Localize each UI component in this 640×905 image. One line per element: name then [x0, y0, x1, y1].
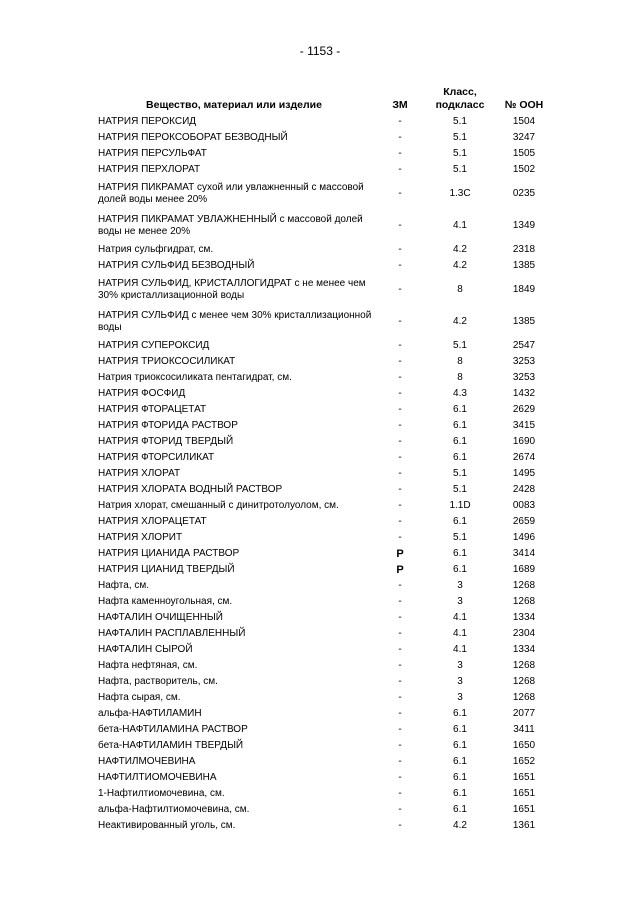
cell-un-number: 1690: [512, 436, 536, 447]
table-row: [95, 610, 555, 626]
cell-substance-name: НАТРИЯ ЦИАНИД ТВЕРДЫЙ: [98, 564, 235, 575]
header-marine-pollutant: ЗМ: [392, 99, 408, 111]
table-row: [95, 690, 555, 706]
cell-substance-name: Натрия триоксосиликата пентагидрат, см.: [98, 372, 292, 383]
cell-un-number: 1361: [512, 820, 536, 831]
cell-substance-name: НАФТАЛИН РАСПЛАВЛЕННЫЙ: [98, 628, 246, 639]
table-row: [95, 146, 555, 162]
cell-class: 6.1: [453, 564, 467, 575]
cell-class: 6.1: [453, 772, 467, 783]
cell-marine-pollutant: -: [398, 132, 402, 143]
table-row: [95, 498, 555, 514]
cell-un-number: 1651: [512, 804, 536, 815]
cell-marine-pollutant: -: [398, 284, 402, 295]
cell-un-number: 1268: [512, 596, 536, 607]
cell-class: 4.2: [453, 244, 467, 255]
cell-class: 8: [457, 372, 463, 383]
cell-marine-pollutant: -: [398, 260, 402, 271]
cell-class: 8: [457, 284, 463, 295]
cell-substance-name: Нафта, растворитель, см.: [98, 676, 218, 687]
cell-class: 6.1: [453, 452, 467, 463]
cell-class: 5.1: [453, 468, 467, 479]
cell-class: 5.1: [453, 340, 467, 351]
cell-class: 8: [457, 356, 463, 367]
cell-marine-pollutant: -: [398, 676, 402, 687]
cell-marine-pollutant: -: [398, 148, 402, 159]
cell-un-number: 1652: [512, 756, 536, 767]
table-row: [95, 386, 555, 402]
table-row: [95, 338, 555, 354]
cell-un-number: 1650: [512, 740, 536, 751]
header-class: Класс, подкласс: [435, 86, 485, 111]
table-row: [95, 354, 555, 370]
substances-table: [95, 86, 555, 834]
cell-un-number: 2629: [512, 404, 536, 415]
cell-substance-name: Натрия сульфгидрат, см.: [98, 244, 214, 255]
cell-marine-pollutant: -: [398, 388, 402, 399]
cell-substance-name: альфа-Нафтилтиомочевина, см.: [98, 804, 250, 815]
cell-un-number: 1504: [512, 116, 536, 127]
cell-class: 3: [457, 660, 463, 671]
cell-marine-pollutant: -: [398, 468, 402, 479]
cell-class: 5.1: [453, 532, 467, 543]
cell-substance-name: Нафта нефтяная, см.: [98, 660, 198, 671]
cell-substance-name: Нафта, см.: [98, 580, 150, 591]
table-row: [95, 658, 555, 674]
cell-class: 5.1: [453, 132, 467, 143]
cell-substance-name: Нафта каменноугольная, см.: [98, 596, 233, 607]
table-row: [95, 434, 555, 450]
cell-un-number: 1268: [512, 580, 536, 591]
cell-marine-pollutant: -: [398, 740, 402, 751]
table-row: [95, 482, 555, 498]
cell-class: 6.1: [453, 740, 467, 751]
cell-substance-name: НАТРИЯ СУЛЬФИД, КРИСТАЛЛОГИДРАТ с не менее чем 30% кристаллизационной воды: [98, 278, 366, 301]
cell-substance-name: НАФТИЛМОЧЕВИНА: [98, 756, 196, 767]
cell-substance-name: НАТРИЯ ТРИОКСОСИЛИКАТ: [98, 356, 236, 367]
cell-class: 6.1: [453, 516, 467, 527]
cell-un-number: 1651: [512, 772, 536, 783]
cell-un-number: 1689: [512, 564, 536, 575]
table-row: [95, 258, 555, 274]
cell-substance-name: НАТРИЯ ПИКРАМАТ УВЛАЖНЕННЫЙ с массовой долей воды не менее 20%: [98, 214, 363, 237]
cell-substance-name: Нафта сырая, см.: [98, 692, 181, 703]
cell-marine-pollutant: -: [398, 500, 402, 511]
cell-substance-name: Неактивированный уголь, см.: [98, 820, 236, 831]
cell-un-number: 1432: [512, 388, 536, 399]
cell-marine-pollutant: -: [398, 820, 402, 831]
cell-marine-pollutant: -: [398, 644, 402, 655]
table-body: [95, 114, 555, 834]
table-row: [95, 562, 555, 578]
table-row: [95, 722, 555, 738]
cell-substance-name: НАТРИЯ СУЛЬФИД БЕЗВОДНЫЙ: [98, 260, 255, 271]
cell-marine-pollutant: -: [398, 772, 402, 783]
cell-class: 6.1: [453, 756, 467, 767]
table-row: [95, 786, 555, 802]
cell-marine-pollutant: -: [398, 452, 402, 463]
cell-marine-pollutant: -: [398, 316, 402, 327]
cell-substance-name: НАТРИЯ ХЛОРАЦЕТАТ: [98, 516, 207, 527]
cell-class: 4.2: [453, 316, 467, 327]
cell-substance-name: 1-Нафтилтиомочевина, см.: [98, 788, 225, 799]
cell-class: 3: [457, 580, 463, 591]
cell-class: 4.1: [453, 612, 467, 623]
cell-class: 5.1: [453, 484, 467, 495]
cell-un-number: 3253: [512, 372, 536, 383]
cell-un-number: 1334: [512, 612, 536, 623]
cell-substance-name: НАТРИЯ ФТОРИД ТВЕРДЫЙ: [98, 436, 234, 447]
cell-un-number: 1849: [512, 284, 536, 295]
cell-marine-pollutant: -: [398, 804, 402, 815]
table-row: [95, 418, 555, 434]
cell-un-number: 1385: [512, 316, 536, 327]
table-row: [95, 578, 555, 594]
cell-substance-name: альфа-НАФТИЛАМИН: [98, 708, 202, 719]
cell-class: 6.1: [453, 548, 467, 559]
table-row: [95, 466, 555, 482]
header-un-number: № ООН: [504, 99, 544, 111]
cell-substance-name: НАТРИЯ ФОСФИД: [98, 388, 186, 399]
table-row: [95, 818, 555, 834]
cell-un-number: 3415: [512, 420, 536, 431]
cell-class: 6.1: [453, 436, 467, 447]
cell-un-number: 1495: [512, 468, 536, 479]
cell-un-number: 2674: [512, 452, 536, 463]
page-number: - 1153 -: [299, 44, 341, 58]
cell-marine-pollutant: -: [398, 596, 402, 607]
cell-class: 4.3: [453, 388, 467, 399]
cell-substance-name: бета-НАФТИЛАМИНА РАСТВОР: [98, 724, 248, 735]
cell-un-number: 3414: [512, 548, 536, 559]
cell-class: 3: [457, 676, 463, 687]
cell-un-number: 1651: [512, 788, 536, 799]
cell-un-number: 0235: [512, 188, 536, 199]
cell-marine-pollutant: -: [398, 356, 402, 367]
table-row: [95, 594, 555, 610]
cell-marine-pollutant: -: [398, 340, 402, 351]
table-row: [95, 802, 555, 818]
cell-class: 1.1D: [449, 500, 471, 511]
cell-un-number: 1268: [512, 692, 536, 703]
table-row: [95, 178, 555, 210]
cell-marine-pollutant: -: [398, 484, 402, 495]
cell-marine-pollutant: -: [398, 188, 402, 199]
cell-un-number: 0083: [512, 500, 536, 511]
table-row: [95, 114, 555, 130]
table-row: [95, 402, 555, 418]
cell-un-number: 2659: [512, 516, 536, 527]
cell-class: 6.1: [453, 708, 467, 719]
table-row: [95, 162, 555, 178]
table-row: [95, 130, 555, 146]
cell-marine-pollutant: P: [396, 564, 404, 576]
table-row: [95, 754, 555, 770]
cell-class: 1.3C: [449, 188, 471, 199]
cell-class: 4.1: [453, 644, 467, 655]
table-row: [95, 674, 555, 690]
cell-substance-name: НАТРИЯ ХЛОРАТ: [98, 468, 181, 479]
table-row: [95, 242, 555, 258]
table-header-row: [95, 86, 555, 114]
cell-marine-pollutant: P: [396, 548, 404, 560]
cell-marine-pollutant: -: [398, 756, 402, 767]
cell-substance-name: НАФТИЛТИОМОЧЕВИНА: [98, 772, 217, 783]
cell-un-number: 1496: [512, 532, 536, 543]
header-substance: Вещество, материал или изделие: [146, 99, 322, 111]
cell-marine-pollutant: -: [398, 692, 402, 703]
cell-substance-name: НАФТАЛИН ОЧИЩЕННЫЙ: [98, 612, 223, 623]
cell-substance-name: НАТРИЯ ПЕРХЛОРАТ: [98, 164, 201, 175]
cell-substance-name: бета-НАФТИЛАМИН ТВЕРДЫЙ: [98, 740, 244, 751]
cell-substance-name: НАТРИЯ ПЕРСУЛЬФАТ: [98, 148, 207, 159]
cell-un-number: 2547: [512, 340, 536, 351]
table-row: [95, 306, 555, 338]
cell-marine-pollutant: -: [398, 516, 402, 527]
cell-class: 6.1: [453, 804, 467, 815]
cell-substance-name: НАТРИЯ ФТОРСИЛИКАТ: [98, 452, 215, 463]
cell-class: 3: [457, 692, 463, 703]
table-row: [95, 514, 555, 530]
cell-class: 6.1: [453, 788, 467, 799]
cell-marine-pollutant: -: [398, 420, 402, 431]
table-row: [95, 530, 555, 546]
table-row: [95, 642, 555, 658]
cell-class: 6.1: [453, 420, 467, 431]
cell-marine-pollutant: -: [398, 164, 402, 175]
cell-class: 4.1: [453, 628, 467, 639]
cell-substance-name: НАТРИЯ ПИКРАМАТ сухой или увлажненный с массовой долей воды менее 20%: [98, 182, 364, 205]
table-row: [95, 274, 555, 306]
cell-marine-pollutant: -: [398, 244, 402, 255]
table-row: [95, 770, 555, 786]
cell-marine-pollutant: -: [398, 724, 402, 735]
cell-marine-pollutant: -: [398, 580, 402, 591]
cell-class: 6.1: [453, 724, 467, 735]
cell-un-number: 1268: [512, 676, 536, 687]
cell-marine-pollutant: -: [398, 628, 402, 639]
cell-marine-pollutant: -: [398, 404, 402, 415]
cell-substance-name: НАТРИЯ СУПЕРОКСИД: [98, 340, 210, 351]
cell-marine-pollutant: -: [398, 220, 402, 231]
cell-class: 5.1: [453, 116, 467, 127]
cell-substance-name: НАТРИЯ ХЛОРАТА ВОДНЫЙ РАСТВОР: [98, 484, 283, 495]
cell-un-number: 2077: [512, 708, 536, 719]
cell-un-number: 3253: [512, 356, 536, 367]
cell-marine-pollutant: -: [398, 788, 402, 799]
cell-class: 6.1: [453, 404, 467, 415]
cell-substance-name: НАТРИЯ ХЛОРИТ: [98, 532, 183, 543]
cell-un-number: 1268: [512, 660, 536, 671]
cell-un-number: 1502: [512, 164, 536, 175]
cell-marine-pollutant: -: [398, 532, 402, 543]
table-row: [95, 210, 555, 242]
cell-un-number: 1334: [512, 644, 536, 655]
cell-un-number: 2304: [512, 628, 536, 639]
cell-substance-name: НАТРИЯ ЦИАНИДА РАСТВОР: [98, 548, 240, 559]
cell-un-number: 1385: [512, 260, 536, 271]
cell-un-number: 1349: [512, 220, 536, 231]
cell-substance-name: НАТРИЯ ПЕРОКСОБОРАТ БЕЗВОДНЫЙ: [98, 132, 288, 143]
table-row: [95, 706, 555, 722]
cell-un-number: 2428: [512, 484, 536, 495]
cell-marine-pollutant: -: [398, 708, 402, 719]
cell-substance-name: НАТРИЯ ПЕРОКСИД: [98, 116, 197, 127]
table-row: [95, 370, 555, 386]
cell-class: 4.1: [453, 220, 467, 231]
cell-substance-name: НАТРИЯ ФТОРИДА РАСТВОР: [98, 420, 238, 431]
cell-un-number: 1505: [512, 148, 536, 159]
table-row: [95, 450, 555, 466]
cell-un-number: 2318: [512, 244, 536, 255]
cell-class: 4.2: [453, 820, 467, 831]
cell-class: 3: [457, 596, 463, 607]
cell-marine-pollutant: -: [398, 612, 402, 623]
cell-marine-pollutant: -: [398, 436, 402, 447]
cell-marine-pollutant: -: [398, 660, 402, 671]
cell-substance-name: НАТРИЯ СУЛЬФИД с менее чем 30% кристаллизационной воды: [98, 310, 372, 333]
cell-marine-pollutant: -: [398, 116, 402, 127]
table-row: [95, 738, 555, 754]
cell-un-number: 3247: [512, 132, 536, 143]
cell-marine-pollutant: -: [398, 372, 402, 383]
cell-substance-name: НАФТАЛИН СЫРОЙ: [98, 644, 193, 655]
cell-substance-name: Натрия хлорат, смешанный с динитротолуолом, см.: [98, 500, 339, 511]
table-row: [95, 626, 555, 642]
cell-class: 4.2: [453, 260, 467, 271]
table-row: [95, 546, 555, 562]
cell-class: 5.1: [453, 164, 467, 175]
cell-substance-name: НАТРИЯ ФТОРАЦЕТАТ: [98, 404, 207, 415]
cell-class: 5.1: [453, 148, 467, 159]
cell-un-number: 3411: [513, 724, 535, 735]
